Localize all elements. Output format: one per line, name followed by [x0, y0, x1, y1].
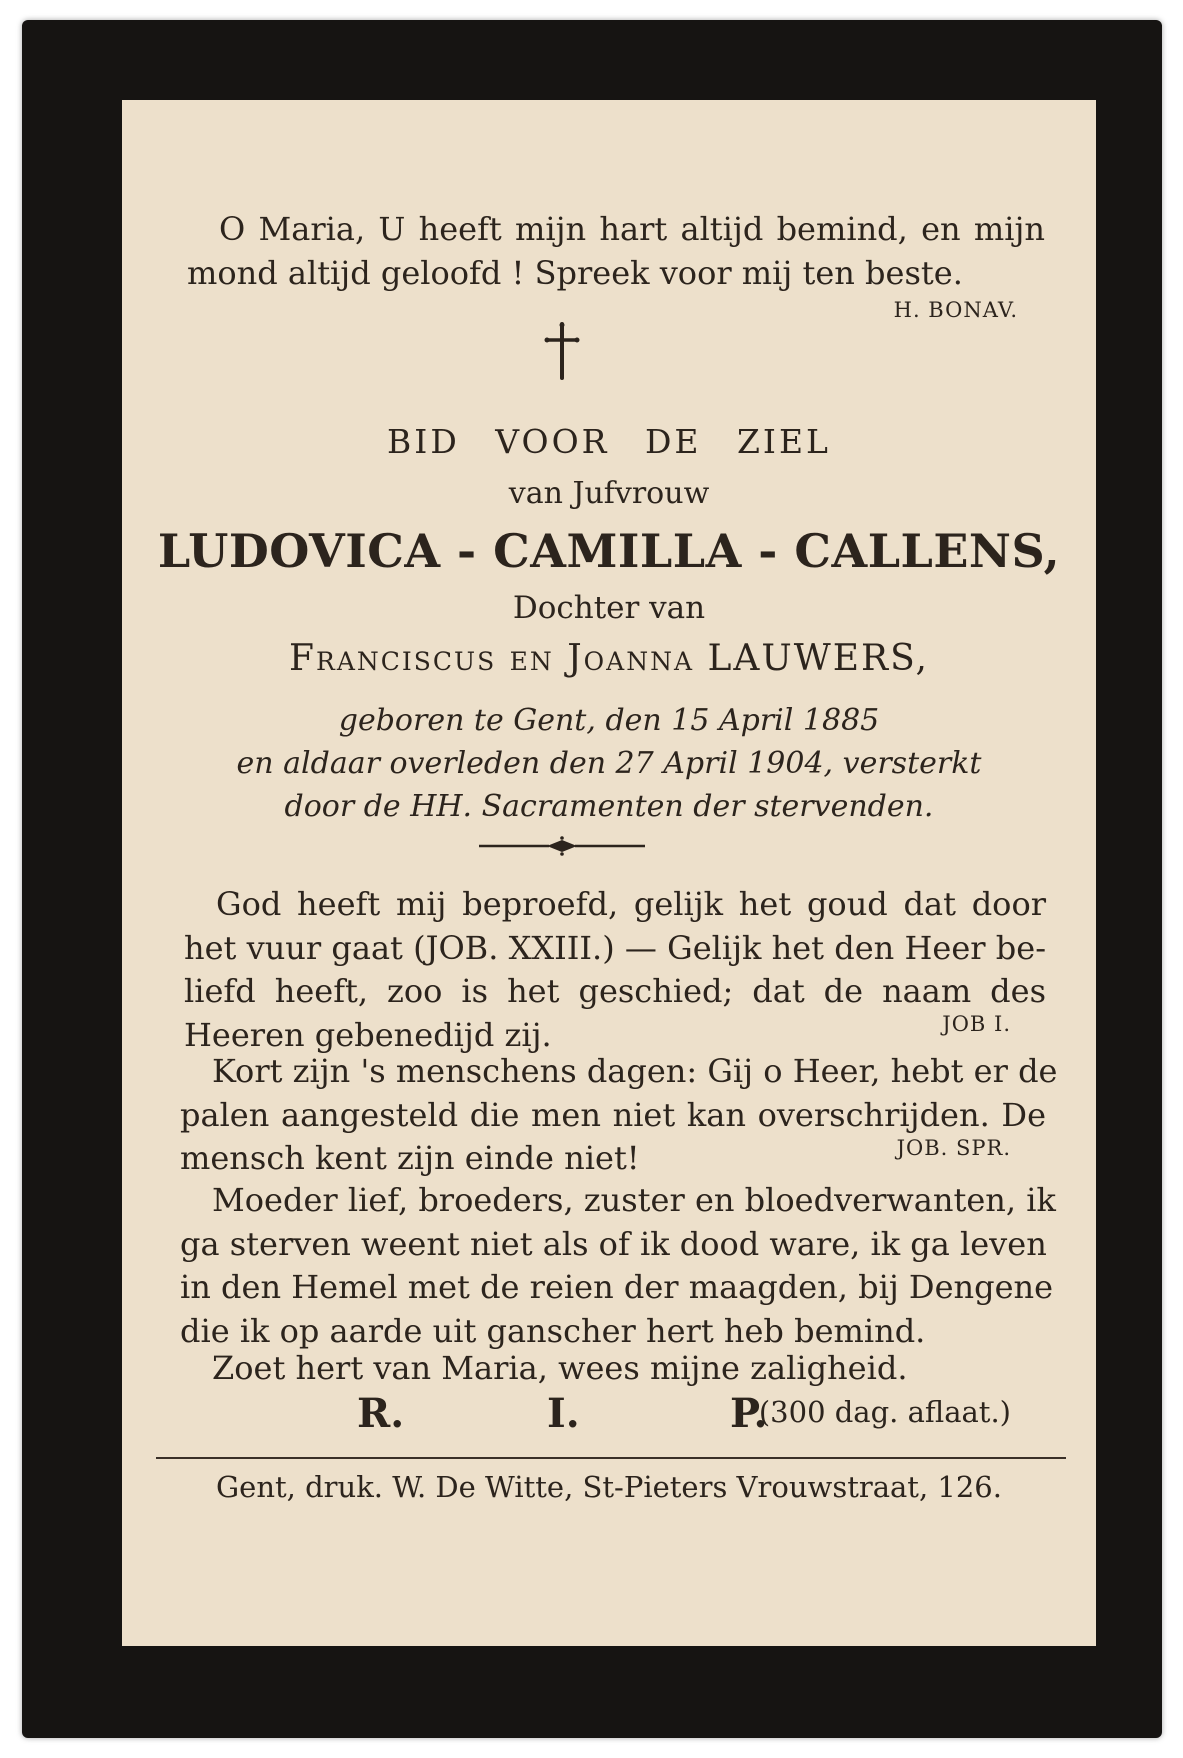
daughter-of: Dochter van	[512, 590, 706, 626]
printer-imprint: Gent, druk. W. De Witte, St-Pieters Vrouwstraat, 126.	[216, 1470, 1002, 1504]
mourning-card	[122, 100, 1096, 1646]
deceased-name: LUDOVICA - CAMILLA - CALLENS,	[157, 524, 1061, 578]
rip-letter: R.	[357, 1390, 405, 1437]
opening-quote-line: mond altijd geloofd ! Spreek voor mij ten beste.	[187, 253, 963, 292]
verse-line: in den Hemel met de reien der maagden, bij Dengene	[180, 1268, 1054, 1306]
prayer-heading: BID VOOR DE ZIEL	[387, 422, 831, 461]
verse-paragraph	[184, 883, 1046, 1057]
verse-line: God heeft mij beproefd, gelijk het goud dat door	[216, 885, 1046, 923]
verse-line: ga sterven weent niet als of ik dood ware, ik ga leven	[180, 1224, 1047, 1263]
latin-cross-icon	[542, 322, 582, 380]
verse-line: Kort zijn 's menschens dagen: Gij o Heer, hebt er de	[212, 1052, 1058, 1090]
verse-paragraph	[180, 1179, 1056, 1353]
death-line: en aldaar overleden den 27 April 1904, versterkt	[236, 746, 982, 781]
closing-prayer-line: Zoet hert van Maria, wees mijne zaligheid.	[212, 1349, 908, 1387]
parents-names: Franciscus en Joanna LAUWERS,	[289, 638, 929, 679]
mourning-card-border	[22, 20, 1162, 1738]
verse-line: die ik op aarde uit ganscher hert heb bemind.	[180, 1311, 926, 1350]
opening-quote-source: H. BONAV.	[893, 298, 1018, 322]
closing-prayer	[180, 1347, 1046, 1391]
opening-quote-line: O Maria, U heeft mijn hart altijd bemind, en mijn	[219, 210, 1045, 248]
death-line: door de HH. Sacramenten der stervenden.	[284, 789, 934, 824]
verse-line: het vuur gaat (JOB. XXIII.) — Gelijk het den Heer be-	[184, 928, 1046, 967]
verse-line: Moeder lief, broeders, zuster en bloedverwanten, ik	[212, 1181, 1056, 1219]
verse-line: Heeren gebenedijd zij.	[184, 1015, 552, 1054]
verse-line: mensch kent zijn einde niet!	[180, 1139, 640, 1177]
verse-source: JOB I.	[942, 1012, 1011, 1036]
verse-paragraph	[180, 1050, 1058, 1181]
verse-line: liefd heeft, zoo is het geschied; dat de naam des	[184, 972, 1046, 1010]
title-line: van Jufvrouw	[508, 476, 710, 511]
ornament-divider	[477, 835, 647, 857]
rip-letter: I.	[547, 1390, 580, 1437]
opening-quote	[187, 208, 1045, 295]
verse-source: JOB. SPR.	[896, 1136, 1011, 1160]
indulgence-note: (300 dag. aflaat.)	[758, 1395, 1011, 1429]
rip-letter: P.	[730, 1390, 768, 1437]
verse-line: palen aangesteld die men niet kan overschrijden. De	[180, 1095, 1046, 1134]
birth-line: geboren te Gent, den 15 April 1885	[338, 703, 880, 738]
footer-divider	[156, 1457, 1066, 1459]
